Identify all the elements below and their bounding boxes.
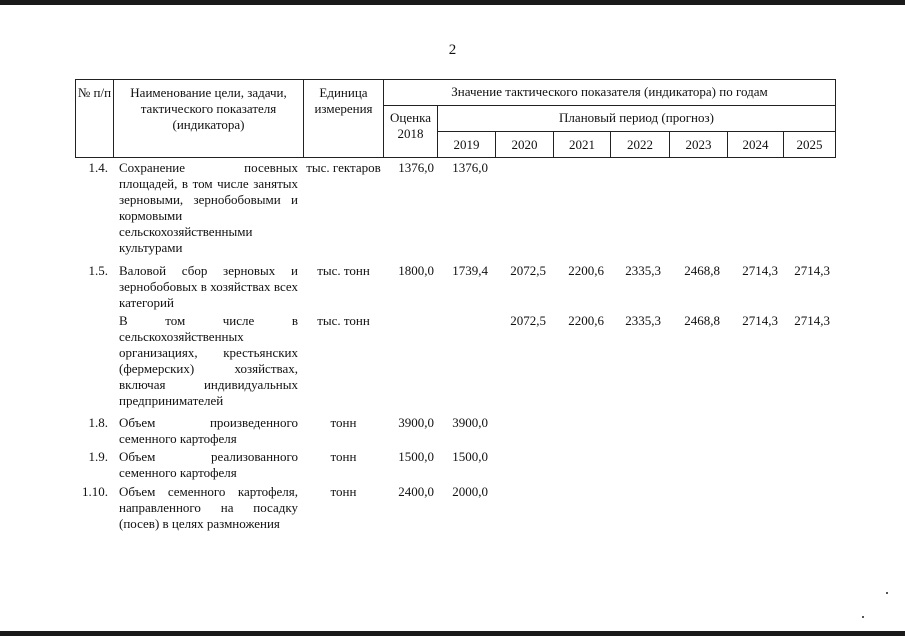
row-value-2020: 2072,5 bbox=[510, 263, 546, 278]
header-year-2020: 2020 bbox=[511, 137, 538, 152]
row-value-2021: 2200,6 bbox=[568, 263, 604, 278]
row-number: 1.5. bbox=[88, 263, 108, 278]
header-values: Значение тактического показателя (индикатора) по годам bbox=[451, 84, 768, 99]
header-year-2021: 2021 bbox=[569, 137, 595, 152]
header-year-2025: 2025 bbox=[796, 137, 823, 152]
header-year-2019: 2019 bbox=[453, 137, 480, 152]
row-value-2020: 2072,5 bbox=[510, 313, 546, 328]
header-estimate: Оценка 2018 bbox=[390, 110, 431, 141]
scan-speck bbox=[862, 616, 864, 618]
row-value-2019: 1376,0 bbox=[452, 160, 488, 175]
bottom-border bbox=[0, 631, 905, 636]
row-value-2023: 2468,8 bbox=[684, 263, 720, 278]
top-border bbox=[0, 0, 905, 5]
page-number: 2 bbox=[448, 42, 457, 58]
header-year-2024: 2024 bbox=[742, 137, 769, 152]
row-estimate: 3900,0 bbox=[398, 415, 434, 430]
row-estimate: 1800,0 bbox=[398, 263, 434, 278]
row-value-2025: 2714,3 bbox=[794, 263, 830, 278]
row-value-2024: 2714,3 bbox=[742, 313, 778, 328]
row-value-2019: 1739,4 bbox=[452, 263, 488, 278]
row-value-2019: 3900,0 bbox=[452, 415, 488, 430]
row-name: Объем произведенного семенного картофеля bbox=[119, 415, 298, 446]
header-number: № п/п bbox=[77, 85, 112, 100]
header-year-2023: 2023 bbox=[685, 137, 712, 152]
row-name: Объем реализованного семенного картофеля bbox=[119, 449, 298, 480]
header-name: Наименование цели, задачи, тактического показателя (индикатора) bbox=[130, 85, 287, 132]
header-unit: Единица измерения bbox=[314, 85, 373, 116]
row-unit: тыс. гектаров bbox=[306, 160, 381, 175]
row-number: 1.9. bbox=[88, 449, 108, 464]
row-value-2019: 1500,0 bbox=[452, 449, 488, 464]
row-name: В том числе в сельскохозяйственных организациях, крестьянских (фермерских) хозяйствах, включая индивидуальных предпринимателей bbox=[119, 313, 298, 408]
row-value-2024: 2714,3 bbox=[742, 263, 778, 278]
scan-speck bbox=[886, 592, 888, 594]
header-year-2022: 2022 bbox=[627, 137, 653, 152]
row-number: 1.4. bbox=[88, 160, 108, 175]
row-name: Объем семенного картофеля, направленного на посадку (посев) в целях размножения bbox=[119, 484, 298, 531]
row-unit: тыс. тонн bbox=[317, 263, 370, 278]
row-unit: тонн bbox=[330, 484, 357, 499]
row-unit: тыс. тонн bbox=[317, 313, 370, 328]
header-plan: Плановый период (прогноз) bbox=[559, 110, 714, 125]
row-number: 1.8. bbox=[88, 415, 108, 430]
row-value-2021: 2200,6 bbox=[568, 313, 604, 328]
row-estimate: 1376,0 bbox=[398, 160, 434, 175]
row-number: 1.10. bbox=[82, 484, 108, 499]
row-estimate: 1500,0 bbox=[398, 449, 434, 464]
row-unit: тонн bbox=[330, 415, 357, 430]
row-value-2023: 2468,8 bbox=[684, 313, 720, 328]
row-name: Сохранение посевных площадей, в том числе занятых зерновыми, зернобобовыми и кормовыми сельскохозяйственными культурами bbox=[119, 160, 298, 255]
row-value-2025: 2714,3 bbox=[794, 313, 830, 328]
row-estimate: 2400,0 bbox=[398, 484, 434, 499]
row-value-2022: 2335,3 bbox=[625, 313, 661, 328]
row-value-2022: 2335,3 bbox=[625, 263, 661, 278]
row-unit: тонн bbox=[330, 449, 357, 464]
row-value-2019: 2000,0 bbox=[452, 484, 488, 499]
row-name: Валовой сбор зерновых и зернобобовых в хозяйствах всех категорий bbox=[119, 263, 298, 310]
